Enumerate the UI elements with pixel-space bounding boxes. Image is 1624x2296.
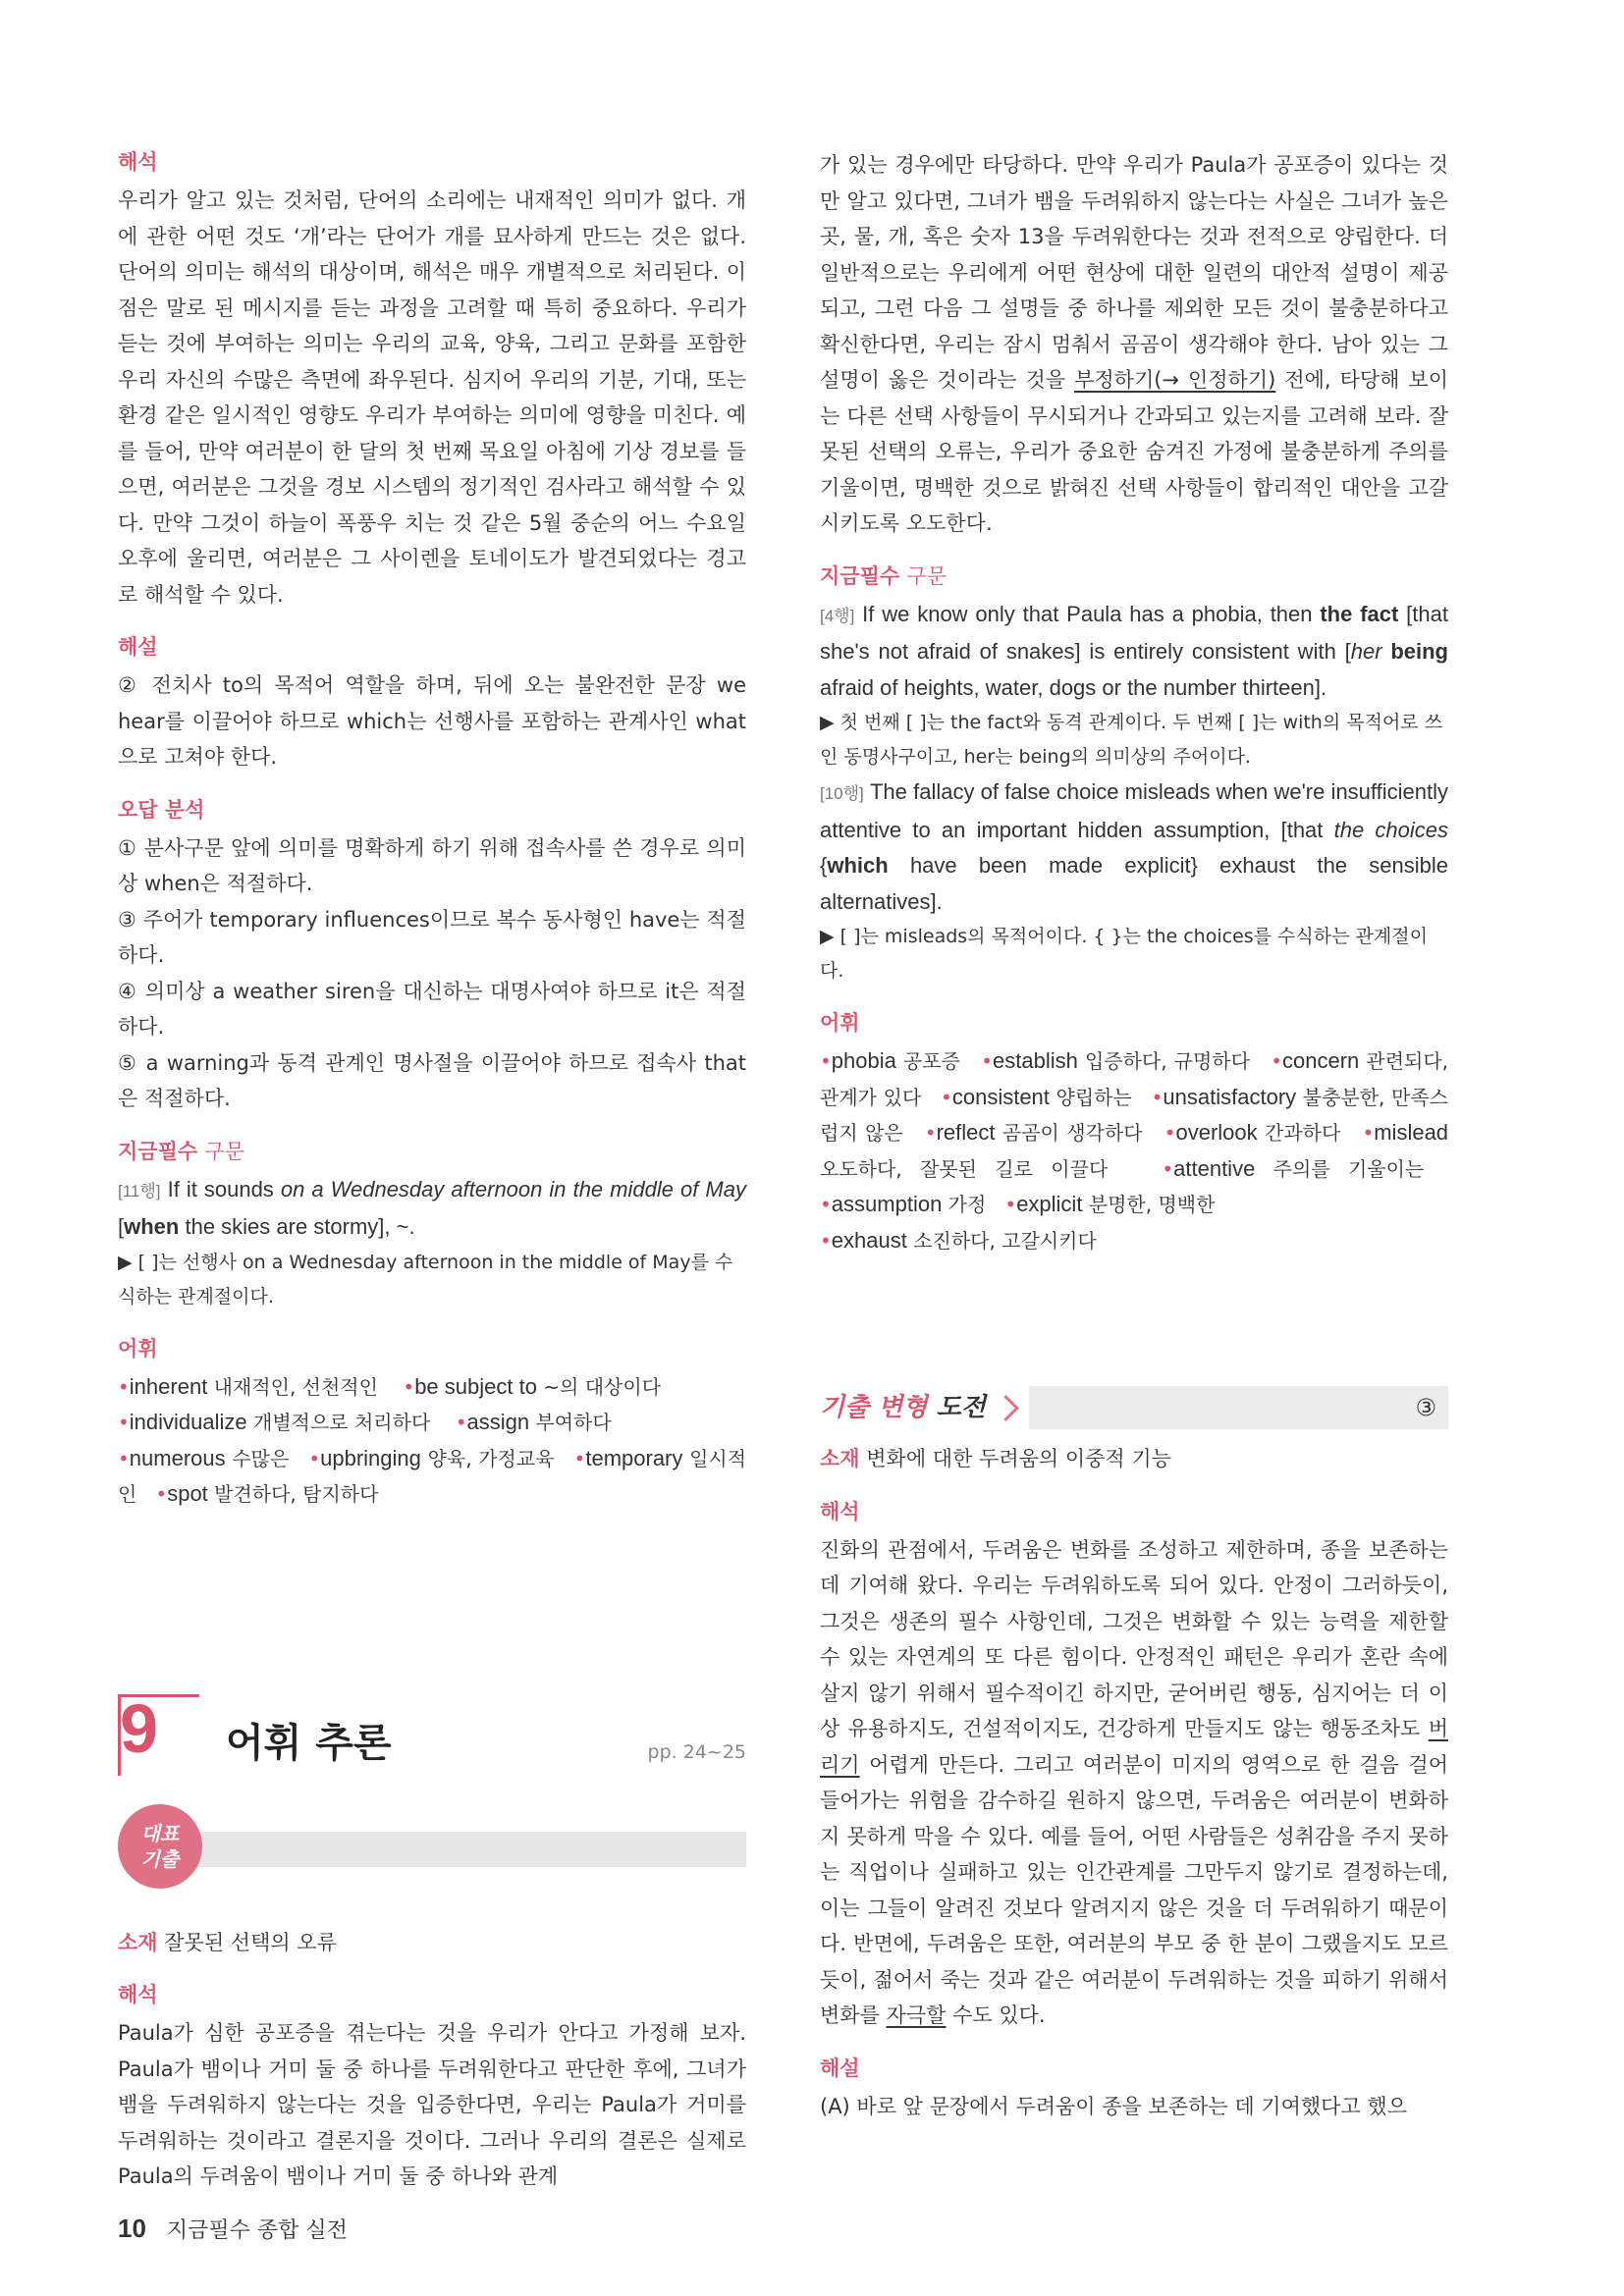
right-column bbox=[820, 147, 1448, 2144]
vocab-item: •consistent 양립하는 bbox=[941, 1084, 1132, 1109]
left-haeseol-section bbox=[118, 632, 746, 775]
gumun-note: ▶ 첫 번째 [ ]는 the fact와 동격 관계이다. 두 번째 [ ]는 with의 목적어로 쓰인 동명사구이고, her는 being의 의미상의 주어이다. bbox=[820, 712, 1443, 768]
sentence-part-italic: on a Wednesday afternoon in the middle of May bbox=[280, 1176, 746, 1201]
left-column bbox=[118, 147, 746, 2215]
sojae-line bbox=[118, 1925, 746, 1961]
line-tag: [10행] bbox=[820, 784, 864, 803]
vocab-heading: 어휘 bbox=[820, 1011, 860, 1035]
underlined-word: 자극할 bbox=[886, 2003, 947, 2027]
vocab-item: •individualize 개별적으로 처리하다 bbox=[118, 1410, 431, 1434]
vocab-item: •establish 입증하다, 규명하다 bbox=[981, 1048, 1250, 1073]
vocab-item: •assign 부여하다 bbox=[455, 1410, 612, 1434]
odap-item: ⑤ a warning과 동격 관계인 명사절을 이끌어야 하므로 접속사 that은 적절하다. bbox=[118, 1050, 746, 1110]
section-title: 어휘 추론 bbox=[226, 1720, 392, 1766]
challenge-title-main: 기출 변형 bbox=[820, 1393, 928, 1422]
vocab-item: •attentive 주의를 기울이는 bbox=[1162, 1155, 1425, 1181]
representative-badge bbox=[118, 1804, 202, 1889]
vocab-item: •exhaust 소진하다, 고갈시키다 bbox=[820, 1227, 1097, 1253]
vocab-item: •mislead 오도하다, 잘못된 길로 이끌다 bbox=[820, 1120, 1449, 1181]
challenge-header bbox=[820, 1386, 1448, 1429]
haeseok-text: Paula가 심한 공포증을 겪는다는 것을 우리가 안다고 가정해 보자. Paula가 뱀이나 거미 둘 중 하나를 두려워한다고 판단한 후에, 그녀가 뱀을 두려워하지 않는다는 것을 입증한다면, 우리는 Paula가 거미를 두려워하는 것이라고 결론지을 것이다. 그러나 우리의 결론은 실제로 Paula의 두려움이 뱀이나 거미 둘 중 하나와 관계 bbox=[118, 2021, 746, 2188]
sentence-part: the skies are stormy], ~. bbox=[179, 1214, 415, 1239]
haeseol-heading: 해설 bbox=[820, 2056, 860, 2080]
challenge-answer: ③ bbox=[1415, 1394, 1436, 1421]
gumun-heading-sub: 구문 bbox=[906, 563, 947, 588]
haeseol-text: ② 전치사 to의 목적어 역할을 하며, 뒤에 오는 불완전한 문장 we hear를 이끌어야 하므로 which는 선행사를 포함하는 관계사인 what으로 고쳐야 한다. bbox=[118, 673, 746, 769]
gumun-sentence: [4행] If we know only that Paula has a phobia, then the fact [that she's not afraid of snakes] is entirely consistent with [her being afraid of heights, water, dogs or the number thirteen]. bbox=[820, 601, 1448, 700]
odap-item: ③ 주어가 temporary influences이므로 복수 동사형인 have는 적절하다. bbox=[118, 907, 746, 967]
odap-heading: 오답 분석 bbox=[118, 797, 205, 822]
right-haeseok-section bbox=[820, 1497, 1448, 2034]
vocab-item: •upbringing 양육, 가정교육 bbox=[308, 1445, 555, 1470]
vocab-heading: 어휘 bbox=[118, 1336, 158, 1361]
line-tag: [11행] bbox=[118, 1181, 161, 1201]
vocab-item: •spot 발견하다, 탐지하다 bbox=[155, 1481, 379, 1506]
vocab-item: •reflect 곰곰이 생각하다 bbox=[924, 1120, 1143, 1145]
challenge-title bbox=[820, 1386, 1029, 1429]
left-sojae-section bbox=[118, 1925, 746, 1961]
sojae-text: 변화에 대한 두려움의 이중적 기능 bbox=[866, 1447, 1171, 1470]
vocab-item: •phobia 공포증 bbox=[820, 1048, 960, 1073]
haeseok-heading: 해석 bbox=[118, 150, 158, 174]
gumun-note: ▶ [ ]는 misleads의 목적어이다. { }는 the choices를 수식하는 관계절이다. bbox=[820, 926, 1428, 982]
continued-text: 가 있는 경우에만 타당하다. 만약 우리가 Paula가 공포증이 있다는 것만 알고 있다면, 그녀가 뱀을 두려워하지 않는다는 사실은 그녀가 높은 곳, 물, 개, 혹은 숫자 13을 두려워한다는 것과 전적으로 양립한다. 더 일반적으로는 우리에게 어떤 현상에 대한 일련의 대안적 설명이 제공되고, 그런 다음 그 설명들 중 하나를 제외한 모든 것이 불충분하다고 확신한다면, 우리는 잠시 멈춰서 곰곰이 생각해야 한다. 남아 있는 그 설명이 옳은 것이라는 것을 부정하기(→ 인정하기) 전에, 타당해 보이는 다른 선택 사항들이 무시되거나 간과되고 있는지를 고려해 보라. 잘못된 선택의 오류는, 우리가 중요한 숨겨진 가정에 불충분하게 주의를 기울이면, 명백한 것으로 밝혀진 선택 사항들이 합리적인 대안을 고갈시키도록 오도한다. bbox=[820, 153, 1448, 535]
odap-section bbox=[118, 795, 746, 1117]
book-title: 지금필수 종합 실전 bbox=[166, 2218, 348, 2243]
left-haeseok2-section bbox=[118, 1980, 746, 2195]
odap-item: ④ 의미상 a weather siren을 대신하는 대명사여야 하므로 it은 적절하다. bbox=[118, 979, 746, 1039]
badge-line: 대표 bbox=[140, 1821, 180, 1845]
haeseok-text: 진화의 관점에서, 두려움은 변화를 조성하고 제한하며, 종을 보존하는 데 기여해 왔다. 우리는 두려워하도록 되어 있다. 안정이 그러하듯이, 그것은 생존의 필수 사항인데, 그것은 변화할 수 있는 능력을 제한할 수 있는 자연계의 또 다른 힘이다. 안정적인 패턴은 우리가 혼란 속에 살지 않기 위해서 필수적이긴 하지만, 굳어버린 행동, 심지어는 더 이상 유용하지도, 건설적이지도, 건강하게 만들지도 않는 행동조차도 버리기 어렵게 만든다. 그리고 여러분이 미지의 영역으로 한 걸음 걸어 들어가는 위험을 감수하길 원하지 않으면, 두려움은 여러분이 변화하지 못하게 막을 수 있다. 예를 들어, 어떤 사람들은 성취감을 주지 못하는 직업이나 실패하고 있는 인간관계를 그만두지 않기로 결정하는데, 이는 그들이 알려진 것보다 알려지지 않은 것을 더 두려워하기 때문이다. 반면에, 두려움은 또한, 여러분의 부모 중 한 분이 그랬을지도 모르듯이, 젊어서 죽는 것과 같은 여러분이 두려워하는 것을 피하기 위해서 변화를 자극할 수도 있다. bbox=[820, 1537, 1448, 2027]
sojae-label: 소재 bbox=[820, 1447, 860, 1470]
haeseok-text: 우리가 알고 있는 것처럼, 단어의 소리에는 내재적인 의미가 없다. 개에 관한 어떤 것도 ‘개’라는 단어가 개를 묘사하게 만드는 것은 없다. 단어의 의미는 해석의 대상이며, 해석은 매우 개별적으로 처리된다. 이 점은 말로 된 메시지를 듣는 과정을 고려할 때 특히 중요하다. 우리가 듣는 것에 부여하는 의미는 우리의 교육, 양육, 그리고 문화를 포함한 우리 자신의 수많은 측면에 좌우된다. 심지어 우리의 기분, 기대, 또는 환경 같은 일시적인 영향도 우리가 부여하는 의미에 영향을 미친다. 예를 들어, 만약 여러분이 한 달의 첫 번째 목요일 아침에 기상 경보를 들으면, 여러분은 그것을 경보 시스템의 정기적인 검사라고 해석할 수 있다. 만약 그것이 하늘이 폭풍우 치는 것 같은 5월 중순의 어느 수요일 오후에 울리면, 여러분은 그 사이렌을 토네이도가 발견되었다는 경고로 해석할 수 있다. bbox=[118, 188, 746, 607]
vocab-item: •inherent 내재적인, 선천적인 bbox=[118, 1373, 378, 1399]
line-tag: [4행] bbox=[820, 606, 855, 625]
chevron-right-icon bbox=[993, 1395, 1019, 1421]
vocab-item: •temporary 일시적인 bbox=[118, 1445, 747, 1506]
gumun-section bbox=[118, 1137, 746, 1314]
vocab-item: •explicit 분명한, 명백한 bbox=[1004, 1192, 1216, 1216]
gumun-sentence bbox=[118, 1172, 746, 1246]
right-haeseol-section bbox=[820, 2054, 1448, 2125]
sentence-part: If it sounds bbox=[167, 1176, 281, 1201]
vocab-item: •concern 관련되다, 관계가 있다 bbox=[820, 1048, 1449, 1109]
sentence-part-bold: when bbox=[124, 1214, 180, 1239]
gumun-sentence: [10행] The fallacy of false choice misleads when we're insufficiently attentive to an important hidden assumption, [that the choices {which have been made explicit} exhaust the sensible alternatives]. bbox=[820, 779, 1448, 914]
section-number: 9 bbox=[120, 1689, 158, 1767]
sojae-label: 소재 bbox=[118, 1930, 158, 1954]
sojae-line bbox=[820, 1441, 1448, 1477]
right-continued-section bbox=[820, 147, 1448, 542]
haeseok-heading: 해석 bbox=[118, 1983, 158, 2006]
badge-line: 기출 bbox=[140, 1846, 180, 1871]
gumun-heading bbox=[820, 561, 1448, 591]
odap-item: ① 분사구문 앞에 의미를 명확하게 하기 위해 접속사를 쓴 경우로 의미상 when은 적절하다. bbox=[118, 835, 746, 895]
haeseok-heading: 해석 bbox=[820, 1499, 860, 1523]
gumun-heading bbox=[118, 1137, 746, 1166]
page-footer bbox=[118, 2214, 348, 2244]
gumun-note: ▶ [ ]는 선행사 on a Wednesday afternoon in the middle of May를 수식하는 관계절이다. bbox=[118, 1251, 733, 1308]
right-vocab-section bbox=[820, 1008, 1448, 1258]
page-number: 10 bbox=[118, 2214, 146, 2243]
underlined-word: 버리기 bbox=[820, 1717, 1448, 1777]
haeseol-text: (A) 바로 앞 문장에서 두려움이 종을 보존하는 데 기여했다고 했으 bbox=[820, 2094, 1407, 2118]
page-reference: pp. 24~25 bbox=[647, 1740, 746, 1763]
vocab-item: •be subject to ~의 대상이다 bbox=[403, 1373, 662, 1399]
vocab-list bbox=[820, 1043, 1448, 1258]
sentence-part: [ bbox=[118, 1214, 125, 1239]
left-haeseok-section bbox=[118, 147, 746, 613]
gumun-heading-sub: 구문 bbox=[204, 1139, 245, 1163]
right-sojae-section bbox=[820, 1441, 1448, 1477]
section-9-header bbox=[118, 1689, 746, 1900]
gumun-heading-main: 지금필수 bbox=[820, 563, 900, 588]
underlined-word: 부정하기(→ 인정하기) bbox=[1074, 368, 1276, 392]
gumun-heading-main: 지금필수 bbox=[118, 1139, 198, 1163]
right-gumun-section bbox=[820, 561, 1448, 989]
haeseol-heading: 해설 bbox=[118, 635, 158, 659]
vocab-item: •unsatisfactory 불충분한, 만족스럽지 않은 bbox=[820, 1084, 1448, 1145]
challenge-title-sub: 도전 bbox=[936, 1393, 986, 1422]
vocab-list bbox=[118, 1369, 746, 1513]
vocab-item: •overlook 간과하다 bbox=[1164, 1120, 1341, 1145]
badge-bar bbox=[187, 1832, 746, 1867]
sojae-text: 잘못된 선택의 오류 bbox=[164, 1930, 337, 1954]
vocab-item: •assumption 가정 bbox=[820, 1192, 987, 1216]
left-vocab-section bbox=[118, 1334, 746, 1513]
vocab-item: •numerous 수많은 bbox=[118, 1445, 290, 1470]
